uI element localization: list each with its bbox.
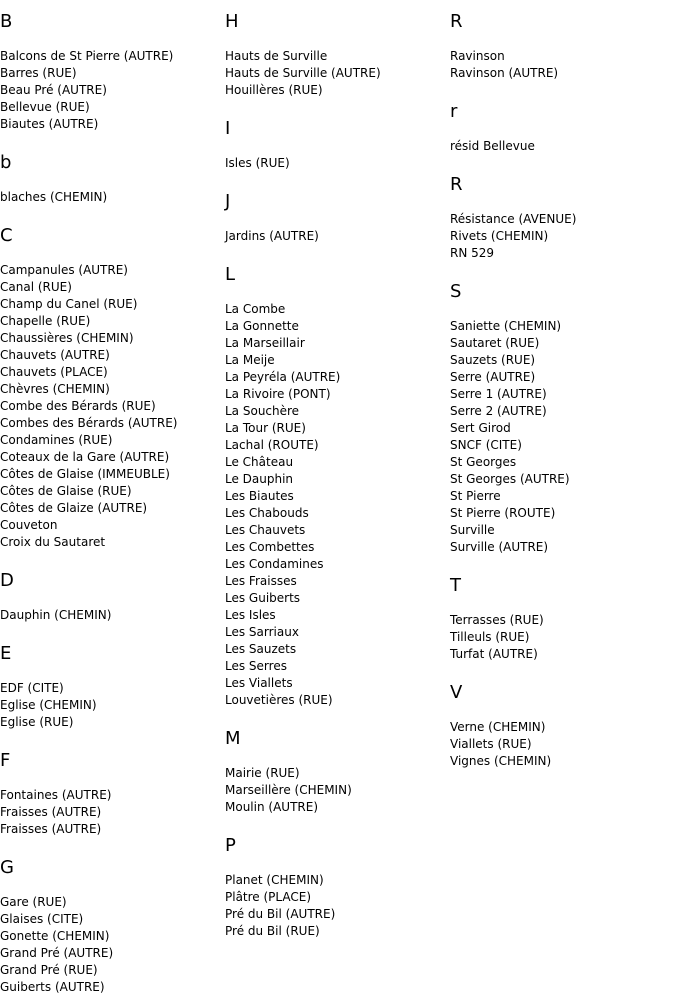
street-list bbox=[0, 262, 225, 551]
street-name: Ravinson (AUTRE) bbox=[450, 66, 559, 80]
street-index-column-2 bbox=[225, 0, 450, 940]
letter-group bbox=[225, 263, 450, 709]
section-letter-heading: V bbox=[450, 682, 463, 703]
section-letter-heading: B bbox=[0, 11, 13, 32]
street-name: Hauts de Surville bbox=[225, 49, 328, 63]
section-letter-heading: F bbox=[0, 750, 11, 771]
letter-group bbox=[450, 10, 675, 82]
street-list bbox=[450, 48, 675, 82]
section-letter-heading: r bbox=[450, 101, 458, 122]
section-letter-heading: D bbox=[0, 570, 14, 591]
section-letter-heading: b bbox=[0, 152, 12, 173]
section-letter-heading: R bbox=[450, 174, 463, 195]
street-list bbox=[225, 301, 450, 709]
street-name: Beau Pré (AUTRE) bbox=[0, 83, 107, 97]
section-letter-heading: J bbox=[225, 191, 231, 212]
street-name: Côtes de Glaise (RUE) bbox=[0, 484, 132, 498]
street-name: La Meije bbox=[225, 353, 275, 367]
street-name: Pré du Bil (RUE) bbox=[225, 924, 320, 938]
street-name: Verne (CHEMIN) bbox=[450, 720, 546, 734]
street-name: Dauphin (CHEMIN) bbox=[0, 608, 112, 622]
section-letter-heading: H bbox=[225, 11, 239, 32]
letter-group bbox=[450, 100, 675, 155]
street-list bbox=[225, 155, 450, 172]
letter-group bbox=[0, 569, 225, 624]
street-list bbox=[225, 228, 450, 245]
street-name: Canal (RUE) bbox=[0, 280, 72, 294]
street-name: Condamines (RUE) bbox=[0, 433, 113, 447]
street-name: Isles (RUE) bbox=[225, 156, 290, 170]
street-list bbox=[450, 138, 675, 155]
street-name: St Pierre bbox=[450, 489, 501, 503]
street-name: Les Chabouds bbox=[225, 506, 309, 520]
street-name: Houillères (RUE) bbox=[225, 83, 323, 97]
street-name: Gare (RUE) bbox=[0, 895, 67, 909]
section-letter-heading: T bbox=[450, 575, 461, 596]
street-name: Mairie (RUE) bbox=[225, 766, 300, 780]
street-name: La Combe bbox=[225, 302, 286, 316]
street-list bbox=[0, 607, 225, 624]
section-letter-heading: R bbox=[450, 11, 463, 32]
street-name: Surville bbox=[450, 523, 495, 537]
section-letter-heading: P bbox=[225, 835, 236, 856]
street-name: Les Guiberts bbox=[225, 591, 301, 605]
street-name: Ravinson bbox=[450, 49, 505, 63]
letter-group bbox=[0, 151, 225, 206]
street-name: St Georges (AUTRE) bbox=[450, 472, 570, 486]
street-name: RN 529 bbox=[450, 246, 495, 260]
street-index-column-1 bbox=[0, 0, 225, 996]
street-name: Chauvets (AUTRE) bbox=[0, 348, 110, 362]
street-name: Bellevue (RUE) bbox=[0, 100, 90, 114]
street-name: SNCF (CITE) bbox=[450, 438, 522, 452]
street-name: Serre 1 (AUTRE) bbox=[450, 387, 547, 401]
street-name: St Pierre (ROUTE) bbox=[450, 506, 556, 520]
street-list bbox=[0, 680, 225, 731]
street-name: Plâtre (PLACE) bbox=[225, 890, 312, 904]
street-name: Grand Pré (AUTRE) bbox=[0, 946, 114, 960]
street-name: La Gonnette bbox=[225, 319, 299, 333]
street-name: Lachal (ROUTE) bbox=[225, 438, 319, 452]
street-name: Sauzets (RUE) bbox=[450, 353, 536, 367]
street-index-column-3 bbox=[450, 0, 675, 770]
street-name: Les Condamines bbox=[225, 557, 324, 571]
street-list bbox=[450, 612, 675, 663]
street-name: Chèvres (CHEMIN) bbox=[0, 382, 110, 396]
section-letter-heading: S bbox=[450, 281, 462, 302]
street-name: Croix du Sautaret bbox=[0, 535, 106, 549]
street-name: Vignes (CHEMIN) bbox=[450, 754, 552, 768]
street-name: Tilleuls (RUE) bbox=[450, 630, 530, 644]
street-name: Chaussières (CHEMIN) bbox=[0, 331, 134, 345]
street-name: Eglise (RUE) bbox=[0, 715, 74, 729]
street-name: Barres (RUE) bbox=[0, 66, 77, 80]
section-letter-heading: L bbox=[225, 264, 236, 285]
letter-group bbox=[450, 681, 675, 770]
street-name: blaches (CHEMIN) bbox=[0, 190, 108, 204]
street-name: La Peyréla (AUTRE) bbox=[225, 370, 341, 384]
street-name: Terrasses (RUE) bbox=[450, 613, 544, 627]
street-list bbox=[0, 787, 225, 838]
street-name: Combe des Bérards (RUE) bbox=[0, 399, 156, 413]
street-name: Surville (AUTRE) bbox=[450, 540, 549, 554]
street-name: Fraisses (AUTRE) bbox=[0, 805, 102, 819]
street-name: Les Combettes bbox=[225, 540, 315, 554]
letter-group bbox=[0, 10, 225, 133]
street-name: Guiberts (AUTRE) bbox=[0, 980, 105, 994]
street-name: La Rivoire (PONT) bbox=[225, 387, 331, 401]
street-name: Grand Pré (RUE) bbox=[0, 963, 98, 977]
street-list bbox=[0, 894, 225, 996]
street-list bbox=[450, 318, 675, 556]
street-name: Les Isles bbox=[225, 608, 276, 622]
street-name: Côtes de Glaize (AUTRE) bbox=[0, 501, 148, 515]
street-name: Planet (CHEMIN) bbox=[225, 873, 324, 887]
street-name: Chapelle (RUE) bbox=[0, 314, 91, 328]
street-name: Glaises (CITE) bbox=[0, 912, 84, 926]
street-name: Serre 2 (AUTRE) bbox=[450, 404, 547, 418]
letter-group bbox=[450, 280, 675, 556]
section-letter-heading: G bbox=[0, 857, 14, 878]
street-name: St Georges bbox=[450, 455, 517, 469]
street-name: Biautes (AUTRE) bbox=[0, 117, 99, 131]
letter-group bbox=[225, 10, 450, 99]
letter-group bbox=[225, 117, 450, 172]
street-name: Balcons de St Pierre (AUTRE) bbox=[0, 49, 174, 63]
street-name: Serre (AUTRE) bbox=[450, 370, 536, 384]
letter-group bbox=[225, 834, 450, 940]
section-letter-heading: I bbox=[225, 118, 231, 139]
street-name: Les Biautes bbox=[225, 489, 294, 503]
letter-group bbox=[0, 642, 225, 731]
section-letter-heading: C bbox=[0, 225, 13, 246]
street-name: Les Sauzets bbox=[225, 642, 297, 656]
street-list bbox=[225, 765, 450, 816]
street-name: Les Fraisses bbox=[225, 574, 297, 588]
section-letter-heading: M bbox=[225, 728, 241, 749]
section-letter-heading: E bbox=[0, 643, 12, 664]
letter-group bbox=[0, 749, 225, 838]
letter-group bbox=[0, 856, 225, 996]
street-name: Eglise (CHEMIN) bbox=[0, 698, 97, 712]
street-name: Moulin (AUTRE) bbox=[225, 800, 318, 814]
street-name: Rivets (CHEMIN) bbox=[450, 229, 549, 243]
street-name: Les Sarriaux bbox=[225, 625, 299, 639]
street-name: Jardins (AUTRE) bbox=[225, 229, 319, 243]
street-name: Saniette (CHEMIN) bbox=[450, 319, 562, 333]
letter-group bbox=[450, 173, 675, 262]
street-name: Champ du Canel (RUE) bbox=[0, 297, 138, 311]
street-name: Résistance (AVENUE) bbox=[450, 212, 577, 226]
street-name: Campanules (AUTRE) bbox=[0, 263, 128, 277]
street-name: Fraisses (AUTRE) bbox=[0, 822, 102, 836]
street-name: Sert Girod bbox=[450, 421, 511, 435]
street-name: Les Serres bbox=[225, 659, 287, 673]
street-name: Couveton bbox=[0, 518, 58, 532]
street-name: Marseillère (CHEMIN) bbox=[225, 783, 352, 797]
street-list bbox=[450, 211, 675, 262]
street-list bbox=[450, 719, 675, 770]
street-name: La Marseillair bbox=[225, 336, 305, 350]
street-name: Pré du Bil (AUTRE) bbox=[225, 907, 336, 921]
street-list bbox=[225, 48, 450, 99]
street-name: Chauvets (PLACE) bbox=[0, 365, 108, 379]
street-name: Les Viallets bbox=[225, 676, 293, 690]
street-name: Les Chauvets bbox=[225, 523, 306, 537]
street-name: Hauts de Surville (AUTRE) bbox=[225, 66, 381, 80]
street-name: Côtes de Glaise (IMMEUBLE) bbox=[0, 467, 170, 481]
street-name: La Souchère bbox=[225, 404, 300, 418]
street-list bbox=[0, 48, 225, 133]
street-name: Coteaux de la Gare (AUTRE) bbox=[0, 450, 170, 464]
street-name: Fontaines (AUTRE) bbox=[0, 788, 112, 802]
street-name: Le Dauphin bbox=[225, 472, 294, 486]
street-name: Sautaret (RUE) bbox=[450, 336, 540, 350]
letter-group bbox=[450, 574, 675, 663]
street-name: résid Bellevue bbox=[450, 139, 535, 153]
street-name: Combes des Bérards (AUTRE) bbox=[0, 416, 178, 430]
street-list bbox=[0, 189, 225, 206]
street-name: Le Château bbox=[225, 455, 294, 469]
street-name: EDF (CITE) bbox=[0, 681, 64, 695]
street-name: La Tour (RUE) bbox=[225, 421, 306, 435]
street-name: Gonette (CHEMIN) bbox=[0, 929, 110, 943]
letter-group bbox=[225, 727, 450, 816]
street-name: Viallets (RUE) bbox=[450, 737, 532, 751]
letter-group bbox=[0, 224, 225, 551]
street-name: Louvetières (RUE) bbox=[225, 693, 333, 707]
street-name: Turfat (AUTRE) bbox=[450, 647, 538, 661]
letter-group bbox=[225, 190, 450, 245]
street-list bbox=[225, 872, 450, 940]
